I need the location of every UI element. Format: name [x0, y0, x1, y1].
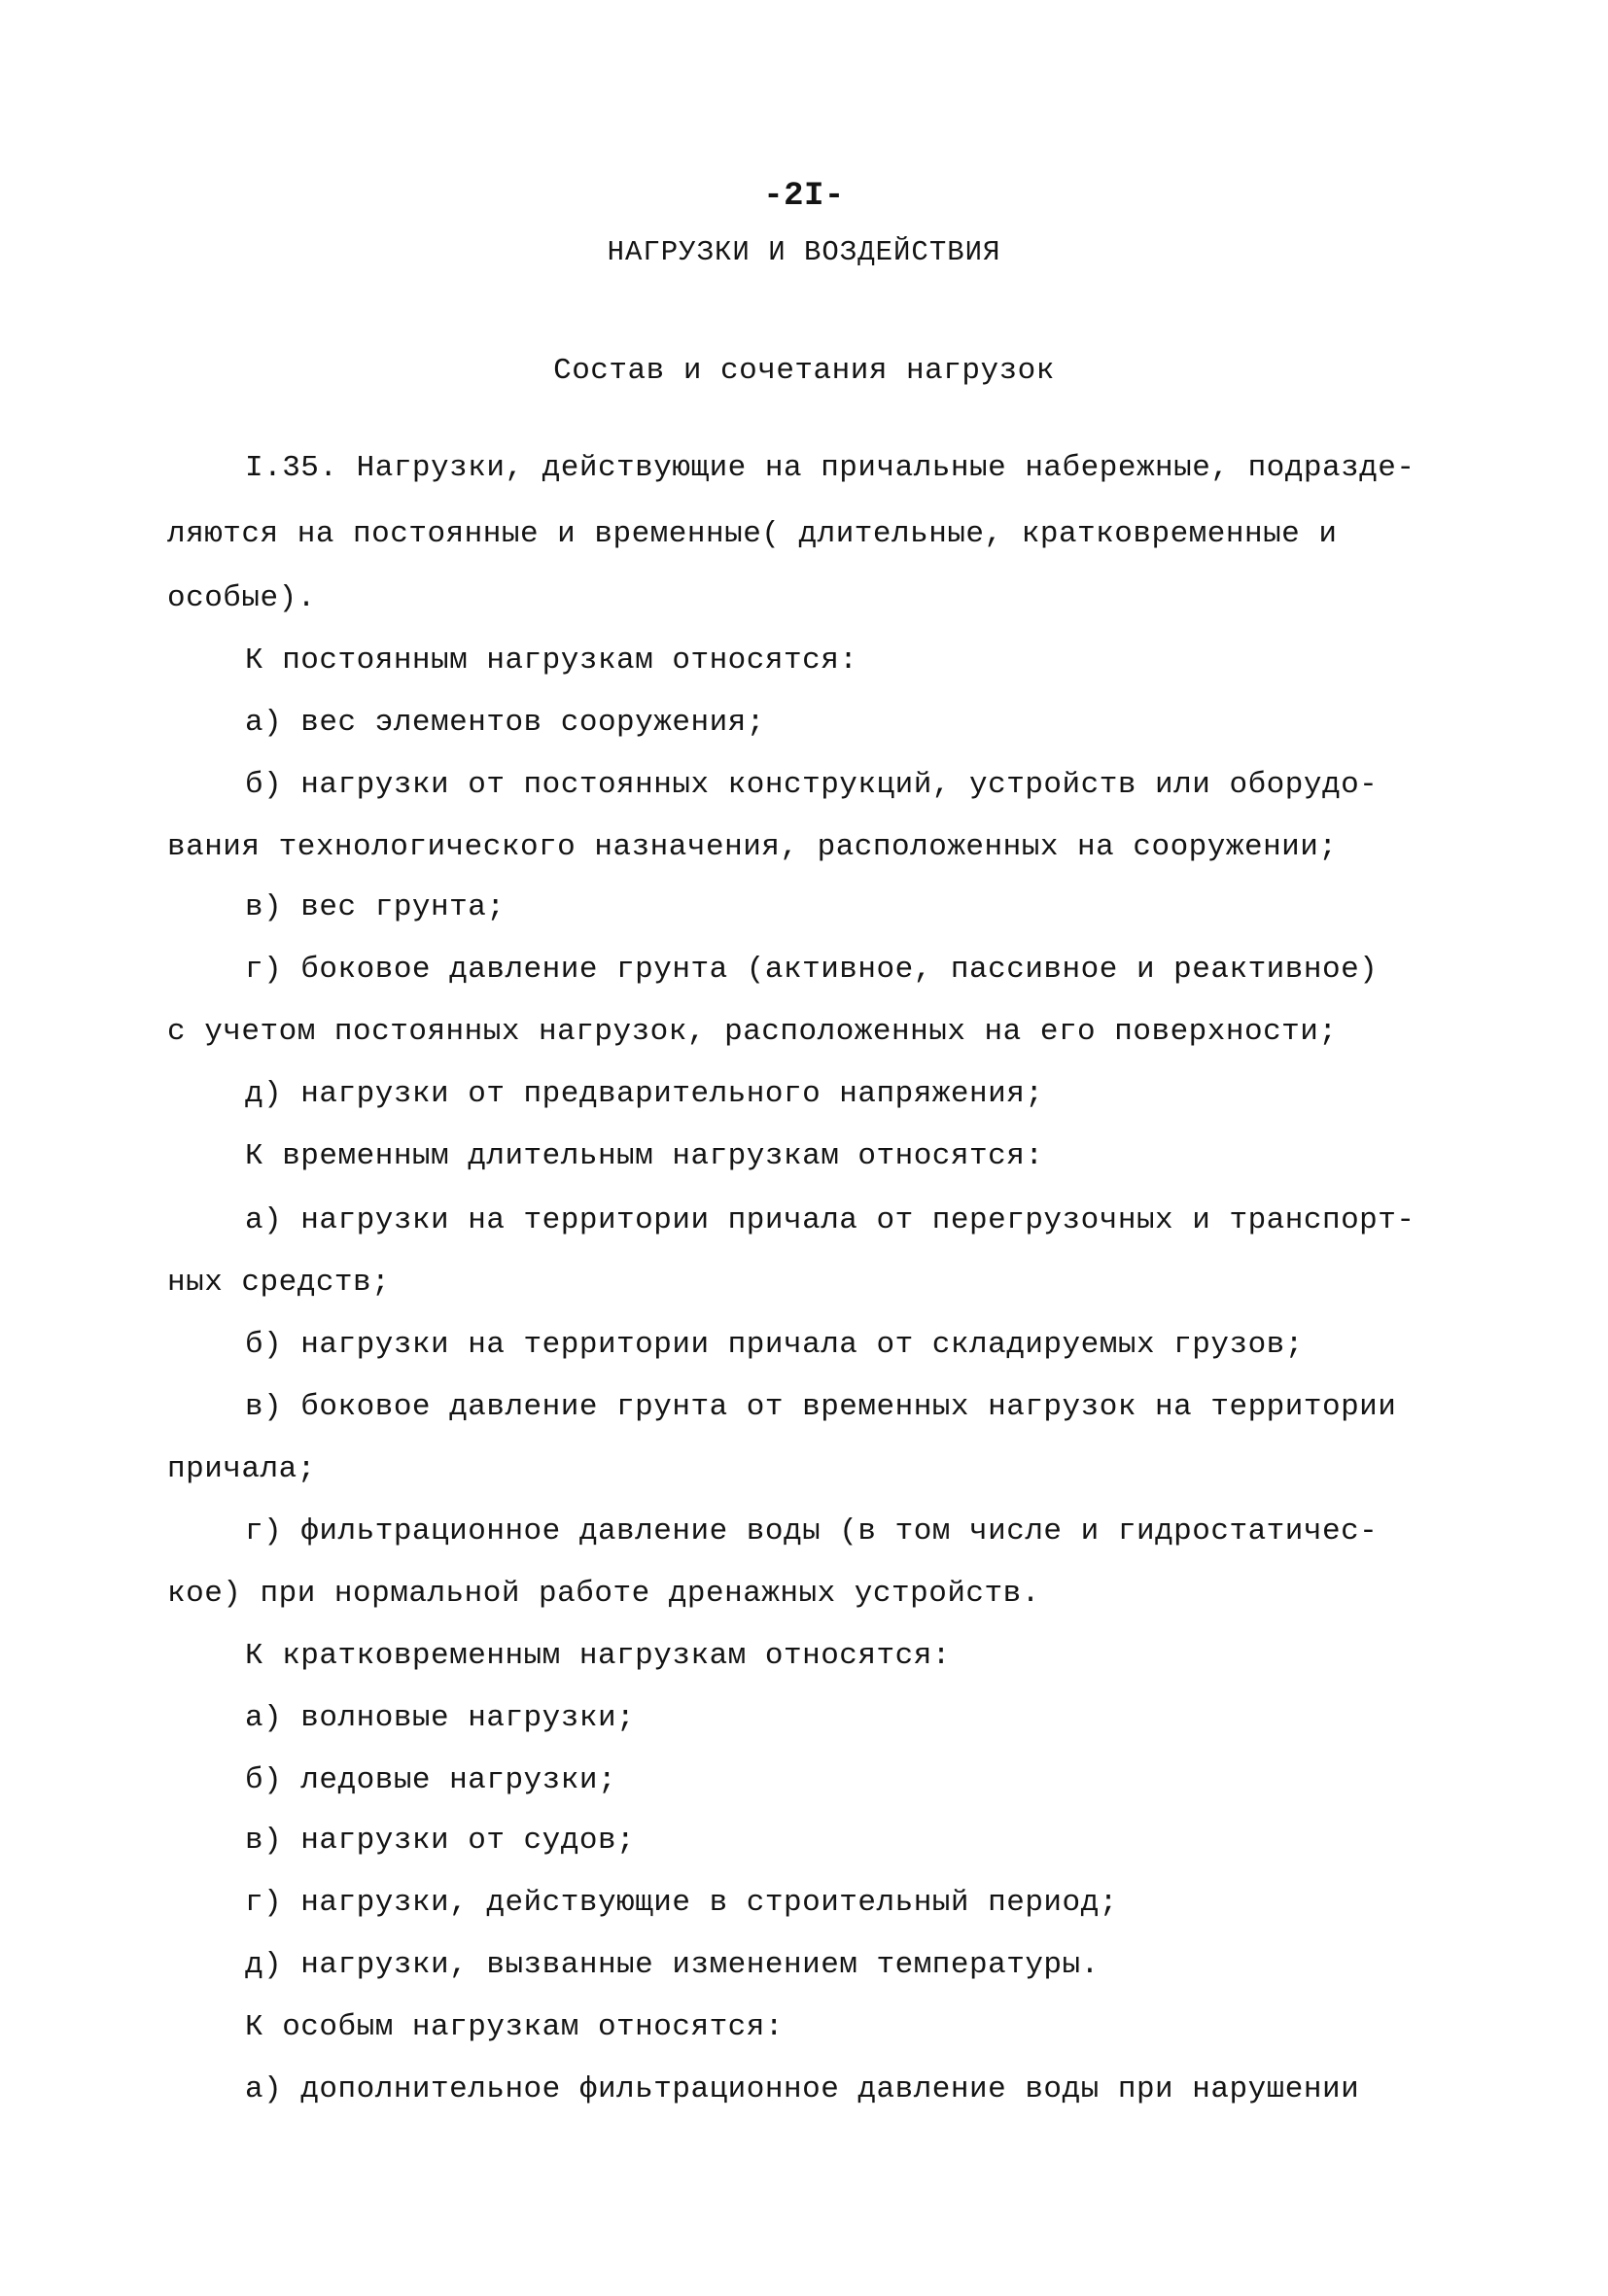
section-subtitle: Состав и сочетания нагрузок: [553, 354, 1055, 388]
list-item: в) боковое давление грунта от временных нагрузок на территории: [245, 1390, 1397, 1424]
list-item: б) нагрузки на территории причала от складируемых грузов;: [245, 1328, 1304, 1362]
list-item-continuation: причала;: [167, 1452, 316, 1486]
page-number: -2I-: [763, 178, 845, 215]
paragraph-line: I.35. Нагрузки, действующие на причальные набережные, подразде-: [245, 451, 1416, 485]
paragraph-line: особые).: [167, 581, 316, 615]
list-item-continuation: с учетом постоянных нагрузок, расположенных на его поверхности;: [167, 1015, 1338, 1049]
paragraph-line: К кратковременным нагрузкам относятся:: [245, 1639, 951, 1673]
list-item: г) нагрузки, действующие в строительный период;: [245, 1886, 1118, 1920]
list-item-continuation: вания технологического назначения, расположенных на сооружении;: [167, 830, 1338, 864]
list-item: г) фильтрационное давление воды (в том числе и гидростатичес-: [245, 1514, 1379, 1548]
list-item: в) нагрузки от судов;: [245, 1824, 636, 1858]
list-item: а) нагрузки на территории причала от перегрузочных и транспорт-: [245, 1203, 1416, 1237]
section-title: НАГРУЗКИ И ВОЗДЕЙСТВИЯ: [607, 236, 1001, 268]
list-item: д) нагрузки, вызванные изменением температуры.: [245, 1948, 1100, 1982]
paragraph-line: К постоянным нагрузкам относятся:: [245, 644, 858, 678]
list-item: в) вес грунта;: [245, 890, 506, 924]
paragraph-line: К временным длительным нагрузкам относятся:: [245, 1139, 1044, 1173]
list-item: г) боковое давление грунта (активное, пассивное и реактивное): [245, 953, 1379, 987]
paragraph-line: К особым нагрузкам относятся:: [245, 2010, 784, 2044]
list-item: д) нагрузки от предварительного напряжения;: [245, 1077, 1044, 1111]
list-item-continuation: кое) при нормальной работе дренажных устройств.: [167, 1577, 1040, 1611]
list-item: а) волновые нагрузки;: [245, 1701, 636, 1735]
list-item-continuation: ных средств;: [167, 1266, 391, 1300]
list-item: а) вес элементов сооружения;: [245, 706, 765, 740]
list-item: а) дополнительное фильтрационное давление воды при нарушении: [245, 2072, 1360, 2106]
list-item: б) ледовые нагрузки;: [245, 1763, 617, 1797]
list-item: б) нагрузки от постоянных конструкций, устройств или оборудо-: [245, 768, 1379, 802]
paragraph-line: ляются на постоянные и временные( длительные, кратковременные и: [167, 517, 1338, 551]
